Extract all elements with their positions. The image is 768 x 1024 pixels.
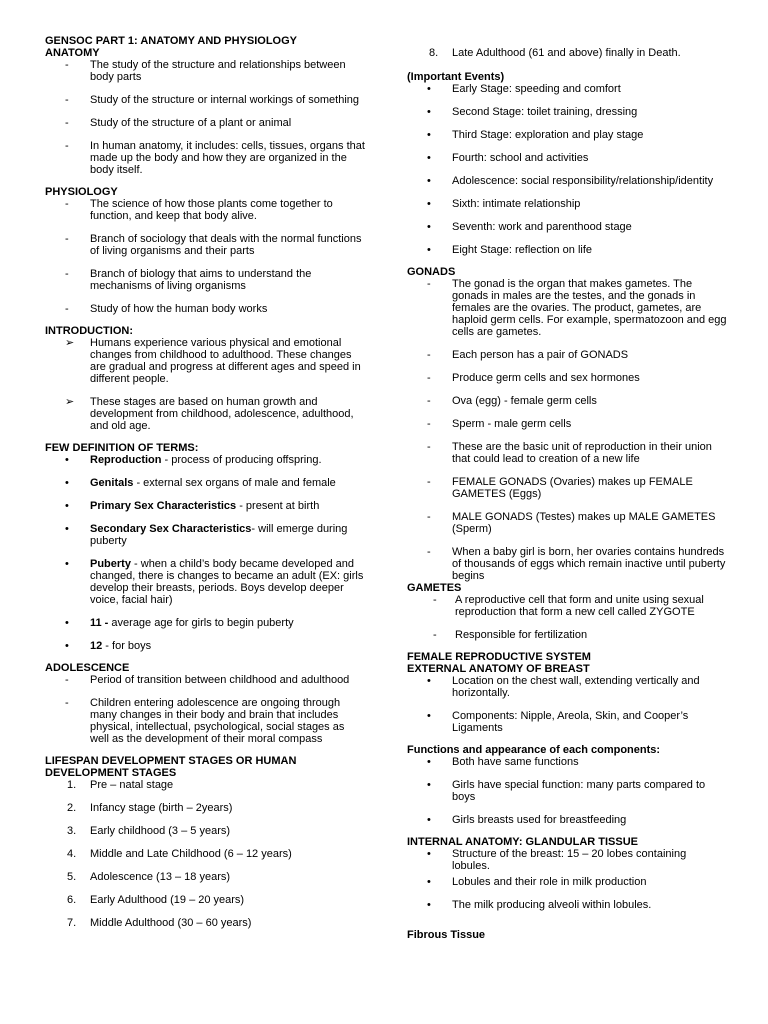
dash-marker: - xyxy=(427,418,431,430)
list-item xyxy=(45,500,365,512)
gametes-heading: GAMETES xyxy=(407,582,462,594)
list-item-text: Humans experience various physical and emotional changes from childhood to adulthood. These changes are gradual and progress at different ages and speed in different people. xyxy=(90,337,361,385)
list-item xyxy=(407,129,727,141)
term: 11 - xyxy=(90,617,109,629)
list-item xyxy=(407,899,727,911)
list-item-text: These are the basic unit of reproduction in their union that could lead to creation of a new life xyxy=(452,441,712,465)
bullet-icon: • xyxy=(427,129,431,141)
external-anatomy-list xyxy=(407,675,727,734)
list-item-text: Structure of the breast: 15 – 20 lobes containing lobules. xyxy=(452,848,687,872)
dash-marker: - xyxy=(427,278,431,290)
list-item-text: Children entering adolescence are ongoing through many changes in their body and brain that includes physical, intellectual, psychological, social stages as well as the development of their moral compass xyxy=(90,697,345,745)
term: Genitals xyxy=(90,477,134,489)
list-item xyxy=(407,221,727,233)
internal-anatomy-list xyxy=(407,848,727,911)
list-item-text: Both have same functions xyxy=(452,756,579,768)
list-item-text: Infancy stage (birth – 2years) xyxy=(90,802,233,814)
list-item-text: Branch of sociology that deals with the normal functions of living organisms and their parts xyxy=(90,233,362,257)
important-events-heading: (Important Events) xyxy=(407,71,505,83)
list-item-text: When a baby girl is born, her ovaries contains hundreds of thousands of eggs which remain inactive until puberty begins xyxy=(452,546,726,582)
list-item-text: Ova (egg) - female germ cells xyxy=(452,395,597,407)
list-item xyxy=(407,47,727,59)
external-anatomy-heading: EXTERNAL ANATOMY OF BREAST xyxy=(407,663,590,675)
list-item xyxy=(45,268,365,292)
term: Secondary Sex Characteristics xyxy=(90,523,252,535)
list-item xyxy=(45,198,365,222)
important-events-list xyxy=(407,83,727,256)
dash-marker: - xyxy=(433,594,437,606)
list-item-text: Second Stage: toilet training, dressing xyxy=(452,106,638,118)
dash-marker: - xyxy=(65,303,69,315)
list-item xyxy=(407,198,727,210)
list-item xyxy=(407,779,727,803)
dash-marker: - xyxy=(427,546,431,558)
list-item xyxy=(45,94,365,106)
list-item-text: Fourth: school and activities xyxy=(452,152,589,164)
internal-anatomy-heading: INTERNAL ANATOMY: GLANDULAR TISSUE xyxy=(407,836,638,848)
list-item-text: The gonad is the organ that makes gametes. The gonads in males are the testes, and the gonads in females are the ovaries. The product, gametes, are haploid germ cells. For example, spermatozoon and egg cells are gametes. xyxy=(452,278,727,338)
list-item xyxy=(407,152,727,164)
arrow-bullet-icon: ➢ xyxy=(65,396,75,408)
list-item-text: Produce germ cells and sex hormones xyxy=(452,372,640,384)
dash-marker: - xyxy=(427,511,431,523)
list-item-text: Sixth: intimate relationship xyxy=(452,198,581,210)
dash-marker: - xyxy=(65,94,69,106)
bullet-icon: • xyxy=(427,152,431,164)
bullet-icon: • xyxy=(427,756,431,768)
dash-marker: - xyxy=(65,697,69,709)
adolescence-list xyxy=(45,674,365,745)
bullet-icon: • xyxy=(427,710,431,722)
list-item xyxy=(407,848,727,872)
term: Primary Sex Characteristics xyxy=(90,500,237,512)
dash-marker: - xyxy=(427,349,431,361)
list-item xyxy=(407,349,727,361)
list-item xyxy=(407,372,727,384)
list-item-text: Eight Stage: reflection on life xyxy=(452,244,593,256)
list-item-text: Girls have special function: many parts compared to boys xyxy=(452,779,706,803)
list-item xyxy=(407,710,727,734)
term-desc: - process of producing offspring. xyxy=(161,454,322,466)
bullet-icon: • xyxy=(427,848,431,860)
list-item-text: FEMALE GONADS (Ovaries) makes up FEMALE GAMETES (Eggs) xyxy=(452,476,693,500)
list-item-text: Branch of biology that aims to understand the mechanisms of living organisms xyxy=(90,268,312,292)
list-item-text: MALE GONADS (Testes) makes up MALE GAMETES (Sperm) xyxy=(452,511,716,535)
anatomy-heading: ANATOMY xyxy=(45,47,100,59)
dash-marker: - xyxy=(65,674,69,686)
list-item-text: A reproductive cell that form and unite using sexual reproduction that form a new cell called ZYGOTE xyxy=(455,594,704,618)
bullet-icon: • xyxy=(65,558,69,570)
term: Puberty xyxy=(90,558,131,570)
list-item xyxy=(45,140,365,176)
list-item-text: Study of the structure of a plant or animal xyxy=(90,117,292,129)
list-item-text: Location on the chest wall, extending vertically and horizontally. xyxy=(452,675,700,699)
list-item-text: The science of how those plants come together to function, and keep that body alive. xyxy=(90,198,333,222)
list-item-text: Girls breasts used for breastfeeding xyxy=(452,814,627,826)
list-item xyxy=(45,454,365,466)
list-item xyxy=(45,697,365,745)
list-item-text: Sperm - male germ cells xyxy=(452,418,572,430)
list-item xyxy=(45,848,365,860)
fibrous-tissue-heading: Fibrous Tissue xyxy=(407,929,486,941)
bullet-icon: • xyxy=(427,814,431,826)
bullet-icon: • xyxy=(427,198,431,210)
list-item-text: Components: Nipple, Areola, Skin, and Cooper’s Ligaments xyxy=(452,710,689,734)
list-item xyxy=(45,917,365,929)
list-item xyxy=(407,83,727,95)
list-item xyxy=(45,59,365,83)
bullet-icon: • xyxy=(65,617,69,629)
list-number: 3. xyxy=(67,825,77,837)
physiology-list xyxy=(45,198,365,315)
list-item-text: These stages are based on human growth and development from childhood, adolescence, adulthood, and old age. xyxy=(90,396,354,432)
list-item-text: Each person has a pair of GONADS xyxy=(452,349,629,361)
definitions-heading: FEW DEFINITION OF TERMS: xyxy=(45,442,199,454)
list-item xyxy=(407,675,727,699)
list-item xyxy=(407,244,727,256)
list-item-text: Period of transition between childhood and adulthood xyxy=(90,674,350,686)
dash-marker: - xyxy=(65,140,69,152)
bullet-icon: • xyxy=(65,500,69,512)
list-number: 1. xyxy=(67,779,77,791)
list-item xyxy=(45,894,365,906)
term-desc: - external sex organs of male and female xyxy=(133,477,336,489)
list-item-text: Third Stage: exploration and play stage xyxy=(452,129,644,141)
list-item xyxy=(45,802,365,814)
list-item xyxy=(407,418,727,430)
bullet-icon: • xyxy=(427,675,431,687)
lifespan-list xyxy=(45,779,365,929)
gonads-list xyxy=(407,278,727,582)
list-number: 7. xyxy=(67,917,77,929)
bullet-icon: • xyxy=(427,221,431,233)
list-item-text: Adolescence: social responsibility/relationship/identity xyxy=(452,175,714,187)
gametes-list xyxy=(407,594,727,641)
left-column xyxy=(45,35,365,929)
list-item-text: Lobules and their role in milk production xyxy=(452,876,647,888)
term: 12 xyxy=(90,640,103,652)
list-item xyxy=(45,233,365,257)
list-item xyxy=(45,871,365,883)
bullet-icon: • xyxy=(65,523,69,535)
list-item-text: Pre – natal stage xyxy=(90,779,174,791)
lifespan-heading: LIFESPAN DEVELOPMENT STAGES OR HUMAN DEVELOPMENT STAGES xyxy=(45,755,297,779)
functions-heading: Functions and appearance of each components: xyxy=(407,744,661,756)
term-desc: - when a child’s body became developed and changed, there is changes to became an adult (EX: girls develop their breasts, periods. Boys develop deeper voice, facial hair) xyxy=(90,558,364,606)
dash-marker: - xyxy=(433,629,437,641)
list-item xyxy=(407,278,727,338)
list-item xyxy=(45,523,365,547)
list-item-text: Early Stage: speeding and comfort xyxy=(452,83,621,95)
dash-marker: - xyxy=(427,372,431,384)
document-title: GENSOC PART 1: ANATOMY AND PHYSIOLOGY xyxy=(45,35,298,47)
list-item xyxy=(407,876,727,888)
list-item xyxy=(45,303,365,315)
bullet-icon: • xyxy=(427,83,431,95)
bullet-icon: • xyxy=(427,876,431,888)
list-item-text: Early childhood (3 – 5 years) xyxy=(90,825,231,837)
bullet-icon: • xyxy=(65,477,69,489)
term-desc: - for boys xyxy=(102,640,152,652)
dash-marker: - xyxy=(65,268,69,280)
physiology-heading: PHYSIOLOGY xyxy=(45,186,118,198)
female-repro-heading: FEMALE REPRODUCTIVE SYSTEM xyxy=(407,651,591,663)
list-item-text: Late Adulthood (61 and above) finally in Death. xyxy=(452,47,681,59)
term-desc: average age for girls to begin puberty xyxy=(108,617,294,629)
list-item xyxy=(45,674,365,686)
bullet-icon: • xyxy=(427,106,431,118)
list-item xyxy=(407,106,727,118)
arrow-bullet-icon: ➢ xyxy=(65,337,75,349)
list-number: 4. xyxy=(67,848,77,860)
term-desc: - present at birth xyxy=(236,500,320,512)
definitions-list xyxy=(45,454,365,652)
list-item-text: Middle Adulthood (30 – 60 years) xyxy=(90,917,252,929)
dash-marker: - xyxy=(427,476,431,488)
list-item xyxy=(45,640,365,652)
dash-marker: - xyxy=(427,395,431,407)
introduction-heading: INTRODUCTION: xyxy=(45,325,133,337)
bullet-icon: • xyxy=(427,244,431,256)
bullet-icon: • xyxy=(65,454,69,466)
gonads-heading: GONADS xyxy=(407,266,456,278)
list-number: 2. xyxy=(67,802,77,814)
list-item xyxy=(45,117,365,129)
bullet-icon: • xyxy=(427,779,431,791)
bullet-icon: • xyxy=(427,899,431,911)
bullet-icon: • xyxy=(65,640,69,652)
list-item xyxy=(407,511,727,535)
list-item-text: Early Adulthood (19 – 20 years) xyxy=(90,894,245,906)
list-item-text: In human anatomy, it includes: cells, tissues, organs that made up the body and how they are organized in the body itself. xyxy=(90,140,365,176)
list-item xyxy=(45,477,365,489)
list-item xyxy=(45,779,365,791)
list-number: 8. xyxy=(429,47,439,59)
list-item xyxy=(407,814,727,826)
list-item xyxy=(45,337,365,385)
right-column xyxy=(407,35,727,941)
dash-marker: - xyxy=(427,441,431,453)
list-item-text: The milk producing alveoli within lobules. xyxy=(452,899,652,911)
list-item xyxy=(407,756,727,768)
list-item-text: Seventh: work and parenthood stage xyxy=(452,221,632,233)
list-item-text: Study of how the human body works xyxy=(90,303,268,315)
list-item xyxy=(45,617,365,629)
dash-marker: - xyxy=(65,59,69,71)
list-item-text: Responsible for fertilization xyxy=(455,629,588,641)
list-item-text: Study of the structure or internal workings of something xyxy=(90,94,360,106)
list-item-text: The study of the structure and relationships between body parts xyxy=(90,59,346,83)
adolescence-heading: ADOLESCENCE xyxy=(45,662,130,674)
list-item xyxy=(407,546,727,582)
list-item xyxy=(45,825,365,837)
list-item xyxy=(45,396,365,432)
dash-marker: - xyxy=(65,233,69,245)
list-item-text: Adolescence (13 – 18 years) xyxy=(90,871,231,883)
dash-marker: - xyxy=(65,117,69,129)
bullet-icon: • xyxy=(427,175,431,187)
list-item xyxy=(45,558,365,606)
list-item xyxy=(407,629,727,641)
dash-marker: - xyxy=(65,198,69,210)
list-item xyxy=(407,175,727,187)
term-desc: - will emerge during puberty xyxy=(90,523,348,547)
introduction-list xyxy=(45,337,365,432)
list-item xyxy=(407,476,727,500)
list-item-text: Middle and Late Childhood (6 – 12 years) xyxy=(90,848,292,860)
list-number: 5. xyxy=(67,871,77,883)
list-item xyxy=(407,441,727,465)
anatomy-list xyxy=(45,59,365,176)
list-item xyxy=(407,594,727,618)
functions-list xyxy=(407,756,727,826)
list-number: 6. xyxy=(67,894,77,906)
list-item xyxy=(407,395,727,407)
term: Reproduction xyxy=(90,454,162,466)
